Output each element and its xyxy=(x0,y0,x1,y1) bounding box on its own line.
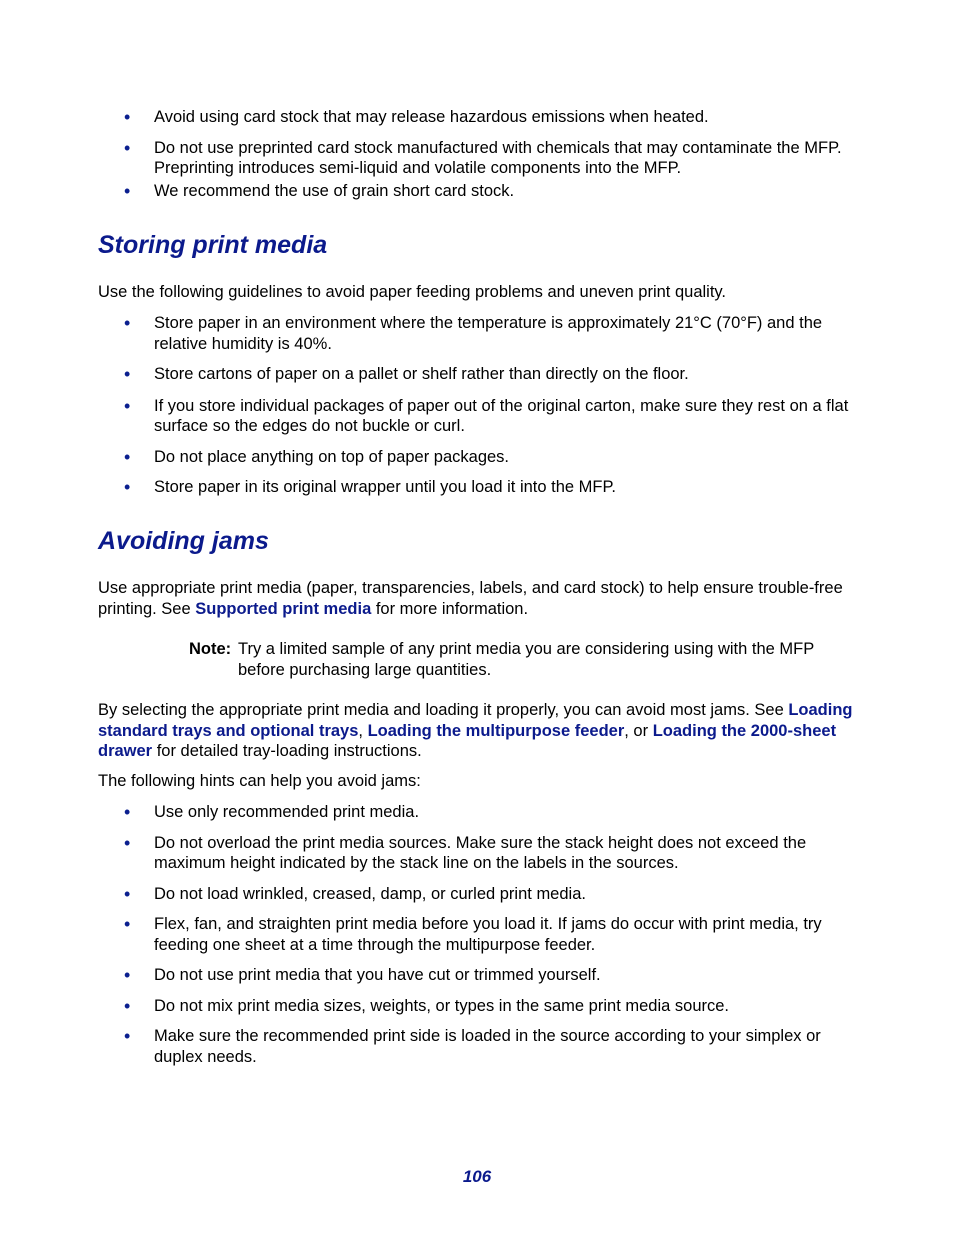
storing-bullet-list xyxy=(0,313,954,498)
supported-print-media-link[interactable]: Supported print media xyxy=(195,599,372,618)
list-item: • Avoid using card stock that may release hazardous emissions when heated. xyxy=(124,107,709,127)
bullet-icon: • xyxy=(124,914,131,934)
bullet-icon: • xyxy=(124,1026,131,1046)
list-item: • Use only recommended print media. xyxy=(124,802,420,822)
page-number: 106 xyxy=(462,1167,492,1186)
hints-bullet-list xyxy=(0,802,954,1067)
list-item: • Store cartons of paper on a pallet or shelf rather than directly on the floor. xyxy=(124,364,689,384)
note-text: Try a limited sample of any print media you are considering using with the MFP before purchasing large quantities. xyxy=(238,640,814,679)
bullet-icon: • xyxy=(124,107,131,127)
loading-2000-sheet-drawer-link[interactable]: Loading the 2000-sheet drawer xyxy=(98,721,837,760)
list-item: • Do not mix print media sizes, weights, or types in the same print media source. xyxy=(124,995,729,1016)
avoiding-heading: Avoiding jams xyxy=(98,527,269,555)
list-item: • Make sure the recommended print side is loaded in the source according to your simplex or duplex needs. xyxy=(124,1026,821,1066)
list-item: • Store paper in its original wrapper until you load it into the MFP. xyxy=(124,477,616,497)
list-item: • Do not load wrinkled, creased, damp, or curled print media. xyxy=(124,883,586,904)
list-item: • Do not use print media that you have cut or trimmed yourself. xyxy=(124,965,601,985)
loading-multipurpose-feeder-link[interactable]: Loading the multipurpose feeder xyxy=(367,721,625,740)
hints-intro: The following hints can help you avoid jams: xyxy=(98,772,421,790)
bullet-icon: • xyxy=(124,364,131,384)
list-item: • Flex, fan, and straighten print media before you load it. If jams do occur with print media, try feeding one sheet at a time through the multipurpose feeder. xyxy=(124,914,822,954)
bullet-icon: • xyxy=(124,965,131,985)
list-item: • Do not use preprinted card stock manufactured with chemicals that may contaminate the MFP. Preprinting introduces semi-liquid and volatile components into the MFP. xyxy=(124,137,842,177)
loading-trays-link[interactable]: Loading standard trays and optional trays xyxy=(98,701,853,740)
note-block xyxy=(189,639,849,680)
bullet-icon: • xyxy=(124,802,131,822)
bullet-icon: • xyxy=(124,995,131,1016)
bullet-icon: • xyxy=(124,313,131,333)
bullet-icon: • xyxy=(124,446,131,467)
avoiding-intro: Use appropriate print media (paper, transparencies, labels, and card stock) to help ensure trouble-free printing. See Supported print media for more information. xyxy=(98,579,843,618)
storing-heading: Storing print media xyxy=(98,231,328,259)
top-bullet-list xyxy=(0,107,954,201)
storing-intro: Use the following guidelines to avoid paper feeding problems and uneven print quality. xyxy=(98,283,727,301)
list-item: • If you store individual packages of paper out of the original carton, make sure they rest on a flat surface so the edges do not buckle or curl. xyxy=(124,395,849,435)
bullet-icon: • xyxy=(124,832,131,853)
list-item: • Do not overload the print media sources. Make sure the stack height does not exceed the maximum height indicated by the stack line on the labels in the sources. xyxy=(124,832,807,872)
note-label: Note: xyxy=(189,640,232,658)
list-item: • Store paper in an environment where the temperature is approximately 21°C (70°F) and the relative humidity is 40%. xyxy=(124,313,823,353)
bullet-icon: • xyxy=(124,395,131,416)
bullet-icon: • xyxy=(124,883,131,904)
bullet-icon: • xyxy=(124,180,131,201)
list-item: • We recommend the use of grain short card stock. xyxy=(124,180,515,201)
selecting-paragraph: By selecting the appropriate print media and loading it properly, you can avoid most jams. See Loading standard trays and optional trays, Loading the multipurpose feeder, or Loading the 2000-sheet drawer for detailed tray-loading instructions. xyxy=(98,701,853,760)
bullet-icon: • xyxy=(124,137,131,158)
bullet-icon: • xyxy=(124,477,131,497)
list-item: • Do not place anything on top of paper packages. xyxy=(124,446,509,467)
